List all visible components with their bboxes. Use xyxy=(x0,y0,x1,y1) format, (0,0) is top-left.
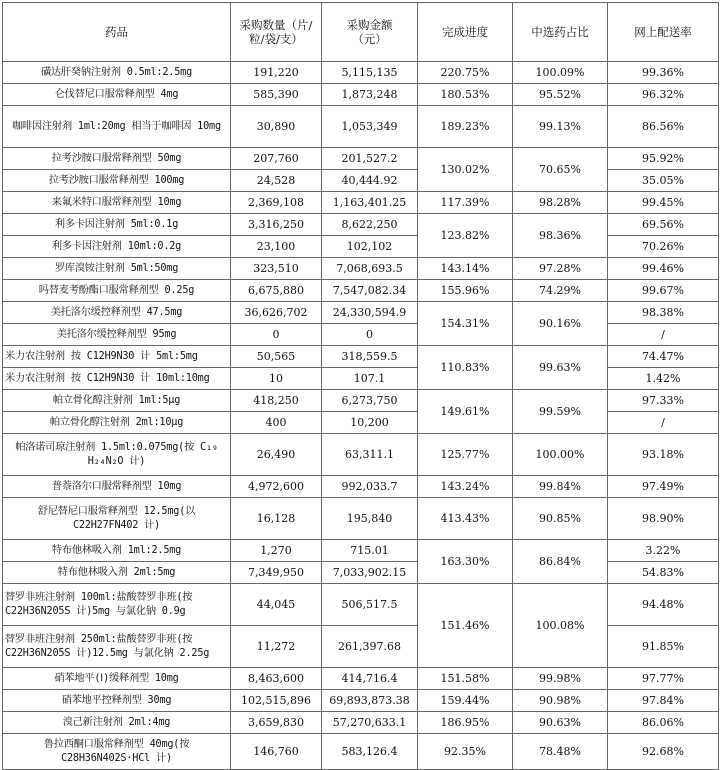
table-row xyxy=(3,476,719,498)
delivery-cell: / xyxy=(608,412,719,434)
table-row xyxy=(3,346,719,368)
table-row xyxy=(3,626,719,668)
drug-cell: 拉考沙胺口服常释剂型 100mg xyxy=(3,170,231,192)
header-amount-label: 采购金额（元） xyxy=(346,18,393,46)
qty-cell: 24,528 xyxy=(231,170,322,192)
progress-cell: 92.35% xyxy=(418,734,513,770)
amount-cell: 5,115,135 xyxy=(322,62,418,84)
delivery-cell: 91.85% xyxy=(608,626,719,668)
amount-cell: 57,270,633.1 xyxy=(322,712,418,734)
share-cell: 100.09% xyxy=(513,62,608,84)
delivery-cell: / xyxy=(608,324,719,346)
qty-cell: 2,369,108 xyxy=(231,192,322,214)
table-row xyxy=(3,668,719,690)
qty-cell: 3,659,830 xyxy=(231,712,322,734)
progress-cell: 123.82% xyxy=(418,214,513,258)
delivery-cell: 86.56% xyxy=(608,106,719,148)
progress-cell: 149.61% xyxy=(418,390,513,434)
progress-cell: 125.77% xyxy=(418,434,513,476)
delivery-cell: 92.68% xyxy=(608,734,719,770)
drug-cell: 普萘洛尔口服常释剂型 10mg xyxy=(3,476,231,498)
qty-cell: 102,515,896 xyxy=(231,690,322,712)
delivery-cell: 93.18% xyxy=(608,434,719,476)
progress-cell: 151.46% xyxy=(418,584,513,668)
share-cell: 99.13% xyxy=(513,106,608,148)
qty-cell: 418,250 xyxy=(231,390,322,412)
delivery-cell: 70.26% xyxy=(608,236,719,258)
amount-cell: 7,547,082.34 xyxy=(322,280,418,302)
drug-cell: 吗替麦考酚酯口服常释剂型 0.25g xyxy=(3,280,231,302)
table-row xyxy=(3,390,719,412)
progress-cell: 143.14% xyxy=(418,258,513,280)
progress-cell: 163.30% xyxy=(418,540,513,584)
table-row xyxy=(3,324,719,346)
qty-cell: 30,890 xyxy=(231,106,322,148)
progress-cell: 143.24% xyxy=(418,476,513,498)
drug-cell: 磺达肝癸钠注射剂 0.5ml:2.5mg xyxy=(3,62,231,84)
amount-cell: 715.01 xyxy=(322,540,418,562)
qty-cell: 50,565 xyxy=(231,346,322,368)
amount-cell: 107.1 xyxy=(322,368,418,390)
header-row xyxy=(3,3,719,62)
delivery-cell: 99.45% xyxy=(608,192,719,214)
drug-cell: 硝苯地平(Ⅰ)缓释剂型 10mg xyxy=(3,668,231,690)
amount-cell: 1,873,248 xyxy=(322,84,418,106)
table-row xyxy=(3,712,719,734)
qty-cell: 4,972,600 xyxy=(231,476,322,498)
table-row xyxy=(3,498,719,540)
amount-cell: 6,273,750 xyxy=(322,390,418,412)
delivery-cell: 97.77% xyxy=(608,668,719,690)
share-cell: 74.29% xyxy=(513,280,608,302)
amount-cell: 992,033.7 xyxy=(322,476,418,498)
amount-cell: 7,033,902.15 xyxy=(322,562,418,584)
table-row xyxy=(3,236,719,258)
drug-cell: 溴己新注射剂 2ml:4mg xyxy=(3,712,231,734)
qty-cell: 0 xyxy=(231,324,322,346)
drug-cell: 鲁拉西酮口服常释剂型 40mg(按 C28H36N402S·HCl 计) xyxy=(3,734,231,770)
amount-cell: 8,622,250 xyxy=(322,214,418,236)
progress-cell: 154.31% xyxy=(418,302,513,346)
header-amount xyxy=(322,3,418,62)
table-row xyxy=(3,302,719,324)
delivery-cell: 99.36% xyxy=(608,62,719,84)
table-row xyxy=(3,170,719,192)
qty-cell: 16,128 xyxy=(231,498,322,540)
share-cell: 86.84% xyxy=(513,540,608,584)
drug-cell: 仑伐替尼口服常释剂型 4mg xyxy=(3,84,231,106)
share-cell: 78.48% xyxy=(513,734,608,770)
progress-cell: 155.96% xyxy=(418,280,513,302)
qty-cell: 323,510 xyxy=(231,258,322,280)
table-row xyxy=(3,192,719,214)
header-share: 中选药占比 xyxy=(513,3,608,62)
qty-cell: 44,045 xyxy=(231,584,322,626)
share-cell: 90.85% xyxy=(513,498,608,540)
delivery-cell: 98.90% xyxy=(608,498,719,540)
share-cell: 97.28% xyxy=(513,258,608,280)
amount-cell: 1,163,401.25 xyxy=(322,192,418,214)
drug-cell: 美托洛尔缓控释剂型 95mg xyxy=(3,324,231,346)
progress-cell: 413.43% xyxy=(418,498,513,540)
amount-cell: 583,126.4 xyxy=(322,734,418,770)
share-cell: 99.63% xyxy=(513,346,608,390)
table-row xyxy=(3,280,719,302)
drug-cell: 特布他林吸入剂 2ml:5mg xyxy=(3,562,231,584)
amount-cell: 195,840 xyxy=(322,498,418,540)
table-row xyxy=(3,106,719,148)
qty-cell: 191,220 xyxy=(231,62,322,84)
header-qty xyxy=(231,3,322,62)
amount-cell: 318,559.5 xyxy=(322,346,418,368)
delivery-cell: 69.56% xyxy=(608,214,719,236)
table-row xyxy=(3,214,719,236)
share-cell: 98.28% xyxy=(513,192,608,214)
share-cell: 95.52% xyxy=(513,84,608,106)
delivery-cell: 94.48% xyxy=(608,584,719,626)
share-cell: 90.16% xyxy=(513,302,608,346)
share-cell: 100.08% xyxy=(513,584,608,668)
table-row xyxy=(3,368,719,390)
drug-cell: 利多卡因注射剂 10ml:0.2g xyxy=(3,236,231,258)
qty-cell: 400 xyxy=(231,412,322,434)
drug-cell: 来氟米特口服常释剂型 10mg xyxy=(3,192,231,214)
qty-cell: 36,626,702 xyxy=(231,302,322,324)
amount-cell: 506,517.5 xyxy=(322,584,418,626)
progress-cell: 130.02% xyxy=(418,148,513,192)
delivery-cell: 1.42% xyxy=(608,368,719,390)
drug-cell: 帕洛诺司琼注射剂 1.5ml:0.075mg(按 C₁₉ H₂₄N₂O 计) xyxy=(3,434,231,476)
drug-cell: 罗库溴铵注射剂 5ml:50mg xyxy=(3,258,231,280)
delivery-cell: 97.49% xyxy=(608,476,719,498)
qty-cell: 10 xyxy=(231,368,322,390)
share-cell: 100.00% xyxy=(513,434,608,476)
drug-cell: 利多卡因注射剂 5ml:0.1g xyxy=(3,214,231,236)
qty-cell: 23,100 xyxy=(231,236,322,258)
amount-cell: 1,053,349 xyxy=(322,106,418,148)
amount-cell: 63,311.1 xyxy=(322,434,418,476)
qty-cell: 8,463,600 xyxy=(231,668,322,690)
delivery-cell: 74.47% xyxy=(608,346,719,368)
delivery-cell: 99.46% xyxy=(608,258,719,280)
amount-cell: 69,893,873.38 xyxy=(322,690,418,712)
qty-cell: 146,760 xyxy=(231,734,322,770)
delivery-cell: 95.92% xyxy=(608,148,719,170)
share-cell: 90.63% xyxy=(513,712,608,734)
table-row xyxy=(3,148,719,170)
progress-cell: 220.75% xyxy=(418,62,513,84)
drug-cell: 替罗非班注射剂 100ml:盐酸替罗非班(按 C22H36N205S 计)5mg 与氯化钠 0.9g xyxy=(3,584,231,626)
table-row xyxy=(3,540,719,562)
drug-cell: 硝苯地平控释剂型 30mg xyxy=(3,690,231,712)
table-row xyxy=(3,690,719,712)
amount-cell: 261,397.68 xyxy=(322,626,418,668)
procurement-table xyxy=(2,2,719,770)
amount-cell: 201,527.2 xyxy=(322,148,418,170)
header-drug: 药品 xyxy=(3,3,231,62)
table-row xyxy=(3,562,719,584)
drug-cell: 舒尼替尼口服常释剂型 12.5mg(以 C22H27FN402 计) xyxy=(3,498,231,540)
share-cell: 99.98% xyxy=(513,668,608,690)
amount-cell: 24,330,594.9 xyxy=(322,302,418,324)
delivery-cell: 96.32% xyxy=(608,84,719,106)
share-cell: 98.36% xyxy=(513,214,608,258)
drug-cell: 帕立骨化醇注射剂 2ml:10μg xyxy=(3,412,231,434)
share-cell: 70.65% xyxy=(513,148,608,192)
delivery-cell: 3.22% xyxy=(608,540,719,562)
header-progress: 完成进度 xyxy=(418,3,513,62)
progress-cell: 180.53% xyxy=(418,84,513,106)
drug-cell: 帕立骨化醇注射剂 1ml:5μg xyxy=(3,390,231,412)
amount-cell: 10,200 xyxy=(322,412,418,434)
progress-cell: 159.44% xyxy=(418,690,513,712)
progress-cell: 186.95% xyxy=(418,712,513,734)
progress-cell: 110.83% xyxy=(418,346,513,390)
drug-cell: 美托洛尔缓控释剂型 47.5mg xyxy=(3,302,231,324)
delivery-cell: 97.84% xyxy=(608,690,719,712)
header-qty-label: 采购数量（片/粒/袋/支） xyxy=(239,18,313,46)
table-row xyxy=(3,84,719,106)
qty-cell: 6,675,880 xyxy=(231,280,322,302)
qty-cell: 1,270 xyxy=(231,540,322,562)
drug-cell: 特布他林吸入剂 1ml:2.5mg xyxy=(3,540,231,562)
header-delivery: 网上配送率 xyxy=(608,3,719,62)
delivery-cell: 98.38% xyxy=(608,302,719,324)
drug-cell: 咖啡因注射剂 1ml:20mg 相当于咖啡因 10mg xyxy=(3,106,231,148)
drug-cell: 米力农注射剂 按 C12H9N30 计 10ml:10mg xyxy=(3,368,231,390)
delivery-cell: 86.06% xyxy=(608,712,719,734)
amount-cell: 7,068,693.5 xyxy=(322,258,418,280)
amount-cell: 0 xyxy=(322,324,418,346)
qty-cell: 11,272 xyxy=(231,626,322,668)
delivery-cell: 35.05% xyxy=(608,170,719,192)
amount-cell: 414,716.4 xyxy=(322,668,418,690)
amount-cell: 102,102 xyxy=(322,236,418,258)
share-cell: 99.84% xyxy=(513,476,608,498)
progress-cell: 189.23% xyxy=(418,106,513,148)
qty-cell: 3,316,250 xyxy=(231,214,322,236)
table-row xyxy=(3,412,719,434)
share-cell: 90.98% xyxy=(513,690,608,712)
progress-cell: 117.39% xyxy=(418,192,513,214)
table-row xyxy=(3,584,719,626)
qty-cell: 585,390 xyxy=(231,84,322,106)
table-row xyxy=(3,258,719,280)
drug-cell: 米力农注射剂 按 C12H9N30 计 5ml:5mg xyxy=(3,346,231,368)
qty-cell: 207,760 xyxy=(231,148,322,170)
delivery-cell: 97.33% xyxy=(608,390,719,412)
qty-cell: 7,349,950 xyxy=(231,562,322,584)
drug-cell: 拉考沙胺口服常释剂型 50mg xyxy=(3,148,231,170)
delivery-cell: 54.83% xyxy=(608,562,719,584)
progress-cell: 151.58% xyxy=(418,668,513,690)
amount-cell: 40,444.92 xyxy=(322,170,418,192)
share-cell: 99.59% xyxy=(513,390,608,434)
table-row xyxy=(3,434,719,476)
table-row xyxy=(3,62,719,84)
delivery-cell: 99.67% xyxy=(608,280,719,302)
drug-cell: 替罗非班注射剂 250ml:盐酸替罗非班(按 C22H36N205S 计)12.5mg 与氯化钠 2.25g xyxy=(3,626,231,668)
qty-cell: 26,490 xyxy=(231,434,322,476)
